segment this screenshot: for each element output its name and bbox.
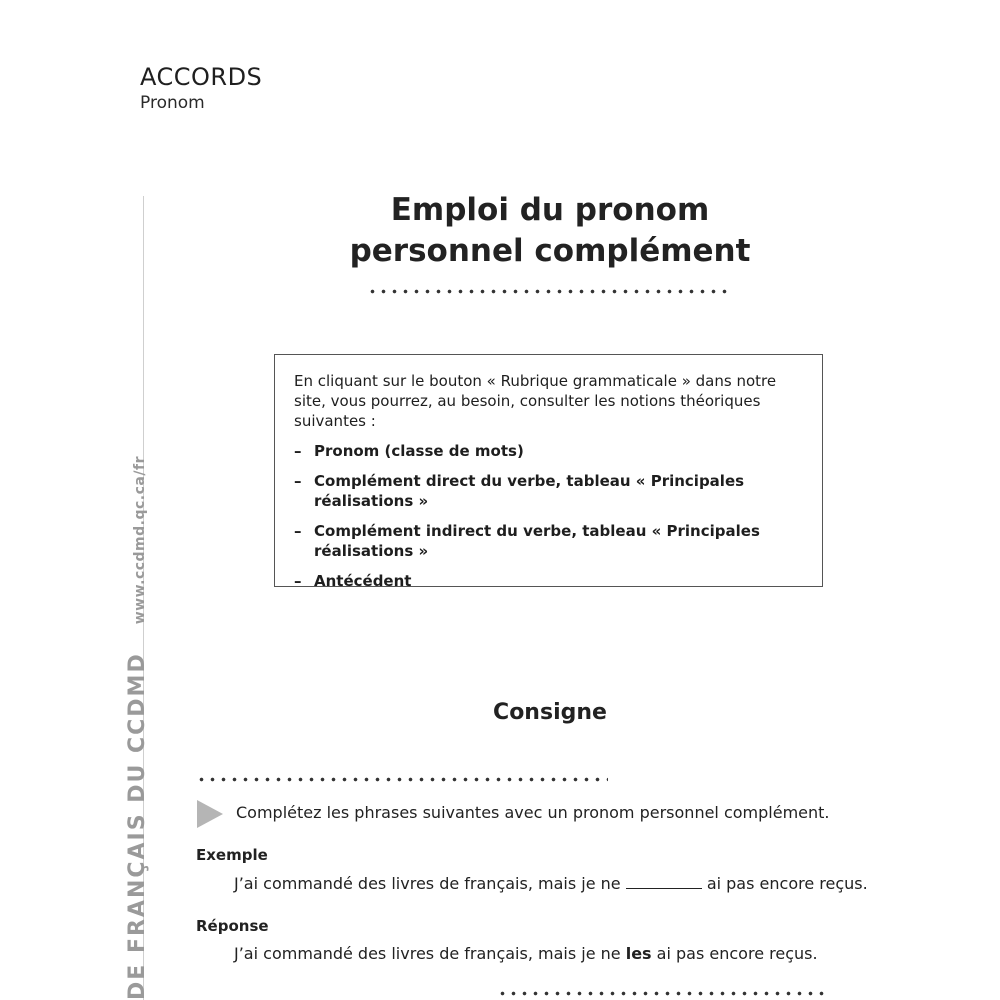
bullet-dash: – <box>294 472 302 490</box>
info-intro: En cliquant sur le bouton « Rubrique grammaticale » dans notre site, vous pourrez, au besoin, consulter les notions théoriques suivantes : <box>294 372 777 430</box>
side-brand: DE FRANÇAIS DU CCDMD <box>125 652 150 1000</box>
title-line-2: personnel complément <box>349 233 751 269</box>
consigne-instruction: Complétez les phrases suivantes avec un pronom personnel complément. <box>236 803 830 822</box>
notion-item: – Pronom (classe de mots) <box>294 442 524 460</box>
notion-list <box>294 441 804 591</box>
consigne-dotted-rule <box>196 777 608 782</box>
info-box <box>274 354 823 590</box>
bottom-dotted-rule <box>497 991 827 996</box>
answer-label: Réponse <box>196 917 269 935</box>
side-url: www.ccdmd.qc.ca/fr <box>132 456 148 625</box>
example-label: Exemple <box>196 846 268 864</box>
bullet-dash: – <box>294 572 302 590</box>
page-title <box>300 190 800 272</box>
section-title: ACCORDS <box>140 63 263 91</box>
subsection-title: Pronom <box>140 93 205 113</box>
consigne-heading: Consigne <box>493 700 607 725</box>
title-line-1: Emploi du pronom <box>390 192 710 228</box>
notion-item: – Complément indirect du verbe, tableau « Principales réalisations » <box>294 522 760 560</box>
side-watermark <box>125 456 150 1000</box>
play-arrow-icon <box>197 800 223 828</box>
example-sentence: J’ai commandé des livres de français, mais je ne ai pas encore reçus. <box>234 874 868 893</box>
bullet-dash: – <box>294 442 302 460</box>
notion-item: – Complément direct du verbe, tableau « Principales réalisations » <box>294 472 745 510</box>
document-header <box>140 62 262 114</box>
notion-item: – Antécédent <box>294 572 412 590</box>
title-dotted-rule <box>367 289 730 294</box>
answer-word: les <box>625 944 652 963</box>
answer-sentence: J’ai commandé des livres de français, mais je ne les ai pas encore reçus. <box>234 944 818 963</box>
bullet-dash: – <box>294 522 302 540</box>
answer-blank <box>626 874 702 889</box>
